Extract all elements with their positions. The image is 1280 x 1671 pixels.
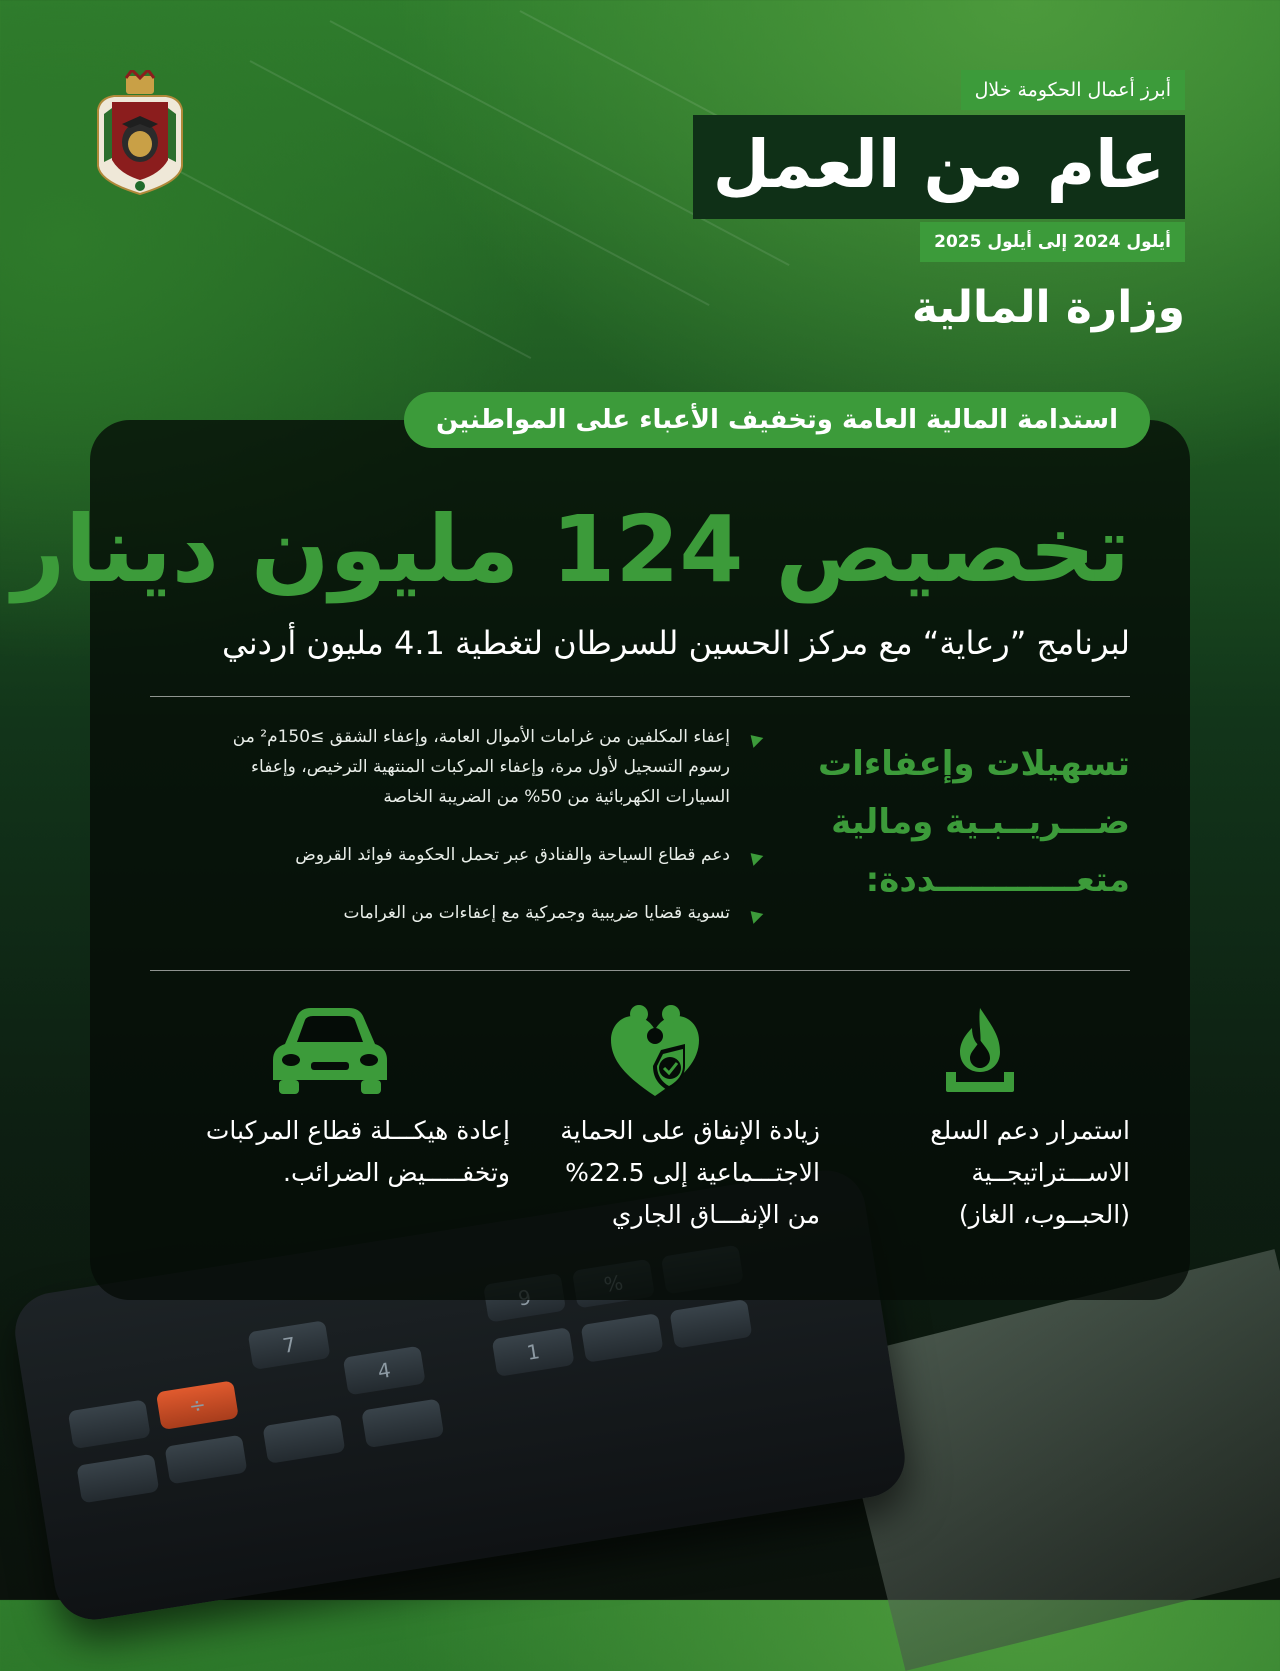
facilities-title-line: ضـــريــبـية ومالية <box>831 802 1130 842</box>
feature-strategic-goods <box>830 1000 1130 1236</box>
headline-sub: لبرنامج ”رعاية“ مع مركز الحسين للسرطان لتغطية 4.1 مليون أردني <box>222 624 1130 662</box>
calculator-key <box>68 1399 151 1449</box>
light-streak <box>250 60 710 306</box>
feature-text-line: (الحبــوب، الغاز) <box>958 1200 1130 1229</box>
feature-text-line: من الإنفـــاق الجاري <box>611 1200 820 1229</box>
car-icon <box>265 1000 395 1100</box>
feature-vehicle-sector <box>150 1000 510 1194</box>
calculator-key: 1 <box>492 1327 575 1377</box>
headline-main: تخصيص 124 مليون دينار <box>12 496 1130 603</box>
family-protection-icon <box>605 1000 705 1100</box>
feature-text-line: الاســـتراتيجــية <box>971 1158 1130 1187</box>
facilities-title-line: تسهيلات وإعفاءات <box>818 744 1130 784</box>
feature-social-protection <box>490 1000 820 1236</box>
divider <box>150 970 1130 971</box>
calculator-key <box>581 1313 664 1363</box>
facilities-title-line: متعــــــــــــددة: <box>865 860 1130 900</box>
royal-crest-icon <box>90 70 190 200</box>
list-item <box>200 840 760 870</box>
list-item-text: دعم قطاع السياحة والفنادق عبر تحمل الحكومة فوائد القروض <box>295 845 730 865</box>
kicker-label: أبرز أعمال الحكومة خلال <box>961 70 1185 110</box>
feature-text-line: استمرار دعم السلع <box>930 1116 1130 1145</box>
calculator-key: 7 <box>248 1320 331 1370</box>
gas-flame-icon <box>930 1000 1030 1100</box>
calculator-key <box>76 1454 159 1504</box>
facilities-list <box>200 722 760 956</box>
ministry-name: وزارة المالية <box>911 282 1185 333</box>
page-title: عام من العمل <box>693 115 1185 219</box>
divider <box>150 696 1130 697</box>
section-pill: استدامة المالية العامة وتخفيف الأعباء على المواطنين <box>404 392 1150 448</box>
list-item <box>200 898 760 928</box>
feature-text-line: زيادة الإنفاق على الحماية <box>560 1116 820 1145</box>
feature-text-line: الاجتـــماعية إلى 22.5% <box>565 1158 820 1187</box>
list-item-text: إعفاء المكلفين من غرامات الأموال العامة، وإعفاء الشقق ≥150م² من رسوم التسجيل لأول مرة، وإعفاء المركبات المنتهية الترخيص، وإعفاء السيارات الكهربائية من 50% من الضريبة الخاصة <box>232 727 730 807</box>
feature-text-line: إعادة هيكـــلة قطاع المركبات <box>205 1116 510 1145</box>
calculator-key <box>669 1299 752 1349</box>
light-streak <box>160 160 532 359</box>
facilities-title <box>810 735 1130 909</box>
feature-text-line: وتخفـــــيض الضرائب. <box>283 1158 510 1187</box>
calculator-key <box>262 1414 345 1464</box>
list-item <box>200 722 760 812</box>
calculator-key: ÷ <box>156 1380 239 1430</box>
calculator-key: 4 <box>343 1346 426 1396</box>
calculator-key <box>164 1435 247 1485</box>
calculator-key <box>361 1398 444 1448</box>
list-item-text: تسوية قضايا ضريبية وجمركية مع إعفاءات من الغرامات <box>343 903 730 923</box>
date-range-label: أيلول 2024 إلى أيلول 2025 <box>920 222 1185 262</box>
